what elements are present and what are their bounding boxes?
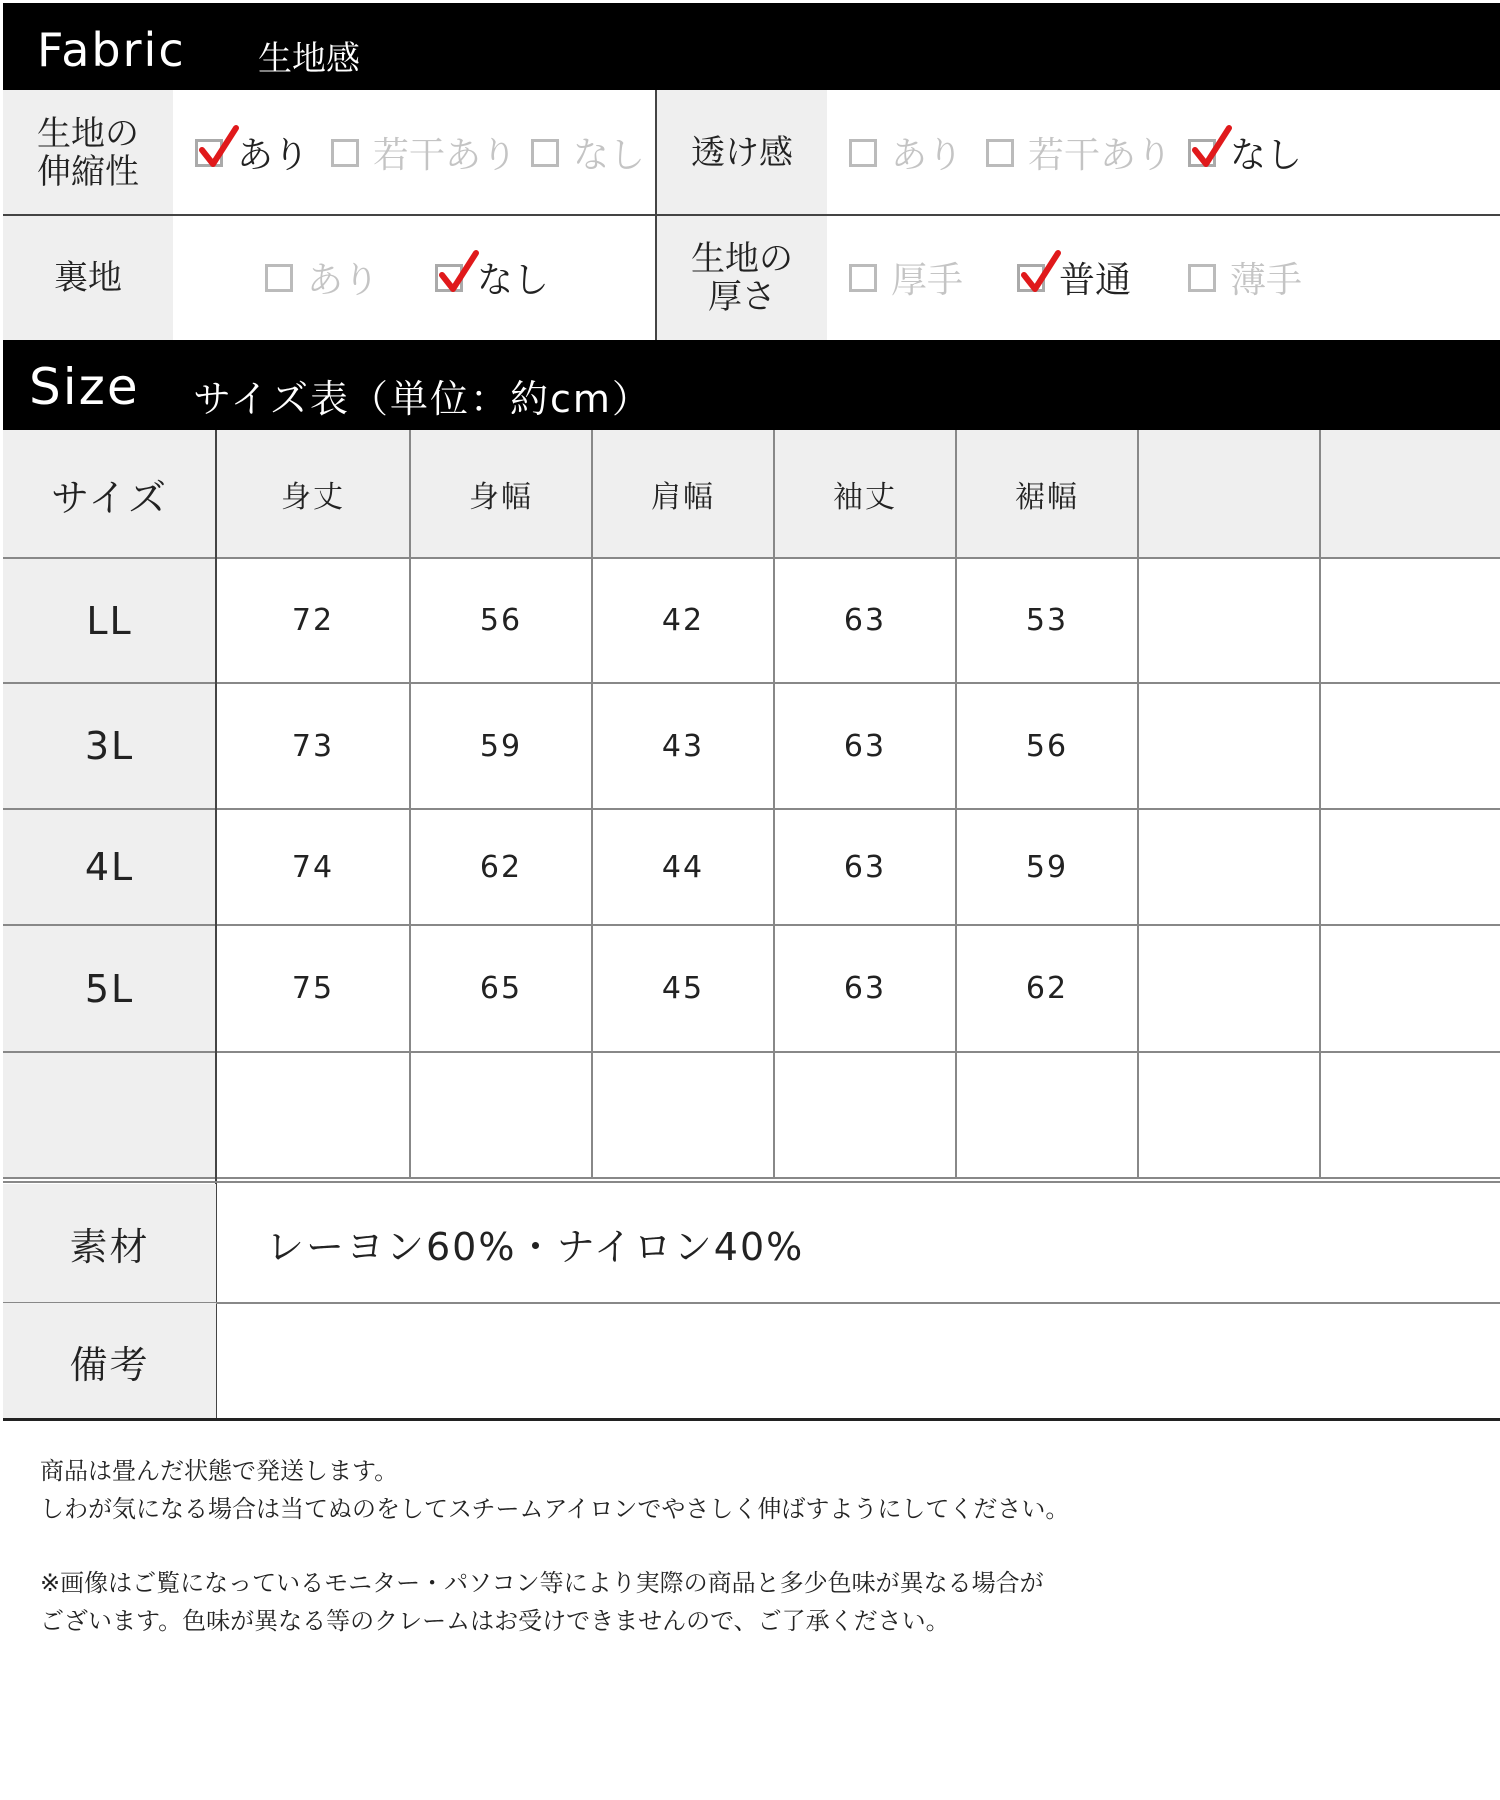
fabric-options-1-left bbox=[173, 215, 655, 340]
table-cell: 72 bbox=[216, 558, 410, 683]
checkmark-icon bbox=[200, 126, 238, 170]
table-header-cell: 身丈 bbox=[216, 430, 410, 558]
fabric-option[interactable] bbox=[986, 90, 1172, 215]
table-cell: 75 bbox=[216, 925, 410, 1052]
size-row-label: 3L bbox=[3, 683, 216, 809]
checkbox[interactable] bbox=[849, 139, 877, 167]
size-header-bar bbox=[3, 340, 1500, 430]
option-label: あり bbox=[237, 135, 310, 176]
table-col-divider bbox=[1137, 430, 1139, 1178]
size-row-label: 4L bbox=[3, 809, 216, 925]
table-cell bbox=[592, 1052, 774, 1178]
table-cell: 73 bbox=[216, 683, 410, 809]
table-cell bbox=[410, 1052, 592, 1178]
table-cell bbox=[1320, 1052, 1500, 1178]
material-label: 素材 bbox=[3, 1184, 216, 1303]
table-row-divider bbox=[3, 1418, 1500, 1421]
table-cell bbox=[1320, 558, 1500, 683]
fabric-options-1-right bbox=[827, 215, 1500, 340]
option-label: 普通 bbox=[1059, 260, 1132, 301]
option-label: あり bbox=[891, 135, 964, 176]
fabric-option[interactable] bbox=[849, 90, 963, 215]
fabric-option[interactable] bbox=[1188, 90, 1302, 215]
table-row-divider bbox=[3, 808, 1500, 810]
table-cell bbox=[1138, 809, 1320, 925]
table-header-cell: 袖丈 bbox=[774, 430, 956, 558]
table-cell: 63 bbox=[774, 683, 956, 809]
checkbox[interactable] bbox=[849, 264, 877, 292]
table-header-cell bbox=[1320, 430, 1500, 558]
table-cell: 63 bbox=[774, 558, 956, 683]
checkbox[interactable] bbox=[986, 139, 1014, 167]
table-col-divider bbox=[591, 430, 593, 1178]
table-cell bbox=[1138, 683, 1320, 809]
fabric-option[interactable] bbox=[1017, 215, 1131, 340]
checkbox[interactable] bbox=[1188, 139, 1216, 167]
table-row-divider bbox=[3, 1177, 1500, 1179]
fabric-option[interactable] bbox=[849, 215, 963, 340]
fabric-option[interactable] bbox=[435, 215, 549, 340]
size-title-jp: サイズ表（単位：約cm） bbox=[193, 377, 652, 421]
table-cell bbox=[1320, 683, 1500, 809]
table-cell: 53 bbox=[956, 558, 1138, 683]
fabric-options-0-left bbox=[173, 90, 655, 215]
checkmark-icon bbox=[1022, 251, 1060, 295]
table-col-divider bbox=[773, 430, 775, 1178]
fabric-title-jp: 生地感 bbox=[258, 39, 360, 79]
table-row-divider bbox=[3, 924, 1500, 926]
fabric-row-divider bbox=[3, 214, 1500, 216]
remarks-value bbox=[216, 1303, 1500, 1419]
note-line: ございます。色味が異なる等のクレームはお受けできませんので、ご了承ください。 bbox=[40, 1607, 950, 1635]
table-cell bbox=[774, 1052, 956, 1178]
fabric-label-0-right: 透け感 bbox=[657, 90, 827, 215]
size-title-en: Size bbox=[29, 358, 140, 416]
table-cell: 45 bbox=[592, 925, 774, 1052]
table-cell bbox=[1138, 925, 1320, 1052]
fabric-option[interactable] bbox=[531, 90, 645, 215]
table-row-divider bbox=[3, 557, 1500, 559]
table-header-cell: 肩幅 bbox=[592, 430, 774, 558]
table-cell: 62 bbox=[956, 925, 1138, 1052]
size-row-label: LL bbox=[3, 558, 216, 683]
checkbox[interactable] bbox=[531, 139, 559, 167]
option-label: あり bbox=[307, 260, 380, 301]
checkbox[interactable] bbox=[331, 139, 359, 167]
option-label: なし bbox=[1230, 135, 1303, 176]
option-label: 厚手 bbox=[891, 260, 964, 301]
fabric-label-1-left: 裏地 bbox=[3, 215, 173, 340]
checkmark-icon bbox=[1193, 126, 1231, 170]
note-line: ※画像はご覧になっているモニター・パソコン等により実際の商品と多少色味が異なる場合が bbox=[40, 1569, 1044, 1597]
fabric-header-bar bbox=[3, 3, 1500, 90]
fabric-label-1-right: 生地の 厚さ bbox=[657, 215, 827, 340]
note-line: 商品は畳んだ状態で発送します。 bbox=[40, 1457, 399, 1485]
fabric-grid bbox=[3, 90, 1500, 340]
checkbox[interactable] bbox=[265, 264, 293, 292]
option-label: 若干あり bbox=[373, 135, 518, 176]
table-cell bbox=[1320, 809, 1500, 925]
table-col-divider bbox=[1319, 430, 1321, 1178]
option-label: なし bbox=[573, 135, 646, 176]
table-cell: 59 bbox=[410, 683, 592, 809]
table-cell: 59 bbox=[956, 809, 1138, 925]
table-cell bbox=[216, 1052, 410, 1178]
table-col-divider bbox=[955, 430, 957, 1178]
table-col-divider bbox=[409, 430, 411, 1178]
table-header-cell: 裾幅 bbox=[956, 430, 1138, 558]
table-header-cell bbox=[1138, 430, 1320, 558]
table-double-divider bbox=[3, 1181, 1500, 1183]
note-line: しわが気になる場合は当てぬのをしてスチームアイロンでやさしく伸ばすようにしてください。 bbox=[40, 1495, 1070, 1523]
checkbox[interactable] bbox=[195, 139, 223, 167]
checkmark-icon bbox=[440, 251, 478, 295]
table-cell bbox=[1138, 558, 1320, 683]
table-cell: 43 bbox=[592, 683, 774, 809]
table-cell: 44 bbox=[592, 809, 774, 925]
material-value: レーヨン60%・ナイロン40% bbox=[266, 1225, 805, 1269]
table-cell: 74 bbox=[216, 809, 410, 925]
checkbox[interactable] bbox=[435, 264, 463, 292]
remarks-label: 備考 bbox=[3, 1303, 216, 1419]
fabric-option[interactable] bbox=[195, 90, 309, 215]
table-header-cell: 身幅 bbox=[410, 430, 592, 558]
fabric-option[interactable] bbox=[1188, 215, 1302, 340]
table-cell: 62 bbox=[410, 809, 592, 925]
table-cell: 65 bbox=[410, 925, 592, 1052]
table-cell bbox=[956, 1052, 1138, 1178]
size-column-header: サイズ bbox=[3, 430, 216, 558]
option-label: 若干あり bbox=[1028, 135, 1173, 176]
table-cell: 63 bbox=[774, 809, 956, 925]
size-row-label: 5L bbox=[3, 925, 216, 1052]
table-row-divider bbox=[3, 1051, 1500, 1053]
table-cell bbox=[1320, 925, 1500, 1052]
option-label: なし bbox=[477, 260, 550, 301]
table-cell: 63 bbox=[774, 925, 956, 1052]
fabric-option[interactable] bbox=[331, 90, 517, 215]
fabric-option[interactable] bbox=[265, 215, 379, 340]
fabric-title-en: Fabric bbox=[37, 23, 186, 77]
table-cell: 42 bbox=[592, 558, 774, 683]
fabric-col-divider bbox=[655, 90, 657, 340]
checkbox[interactable] bbox=[1188, 264, 1216, 292]
size-row-label bbox=[3, 1052, 216, 1178]
fabric-options-0-right bbox=[827, 90, 1500, 215]
option-label: 薄手 bbox=[1230, 260, 1303, 301]
table-cell: 56 bbox=[956, 683, 1138, 809]
table-row-divider bbox=[3, 682, 1500, 684]
fabric-label-0-left: 生地の 伸縮性 bbox=[3, 90, 173, 215]
table-cell bbox=[1138, 1052, 1320, 1178]
table-cell: 56 bbox=[410, 558, 592, 683]
checkbox[interactable] bbox=[1017, 264, 1045, 292]
